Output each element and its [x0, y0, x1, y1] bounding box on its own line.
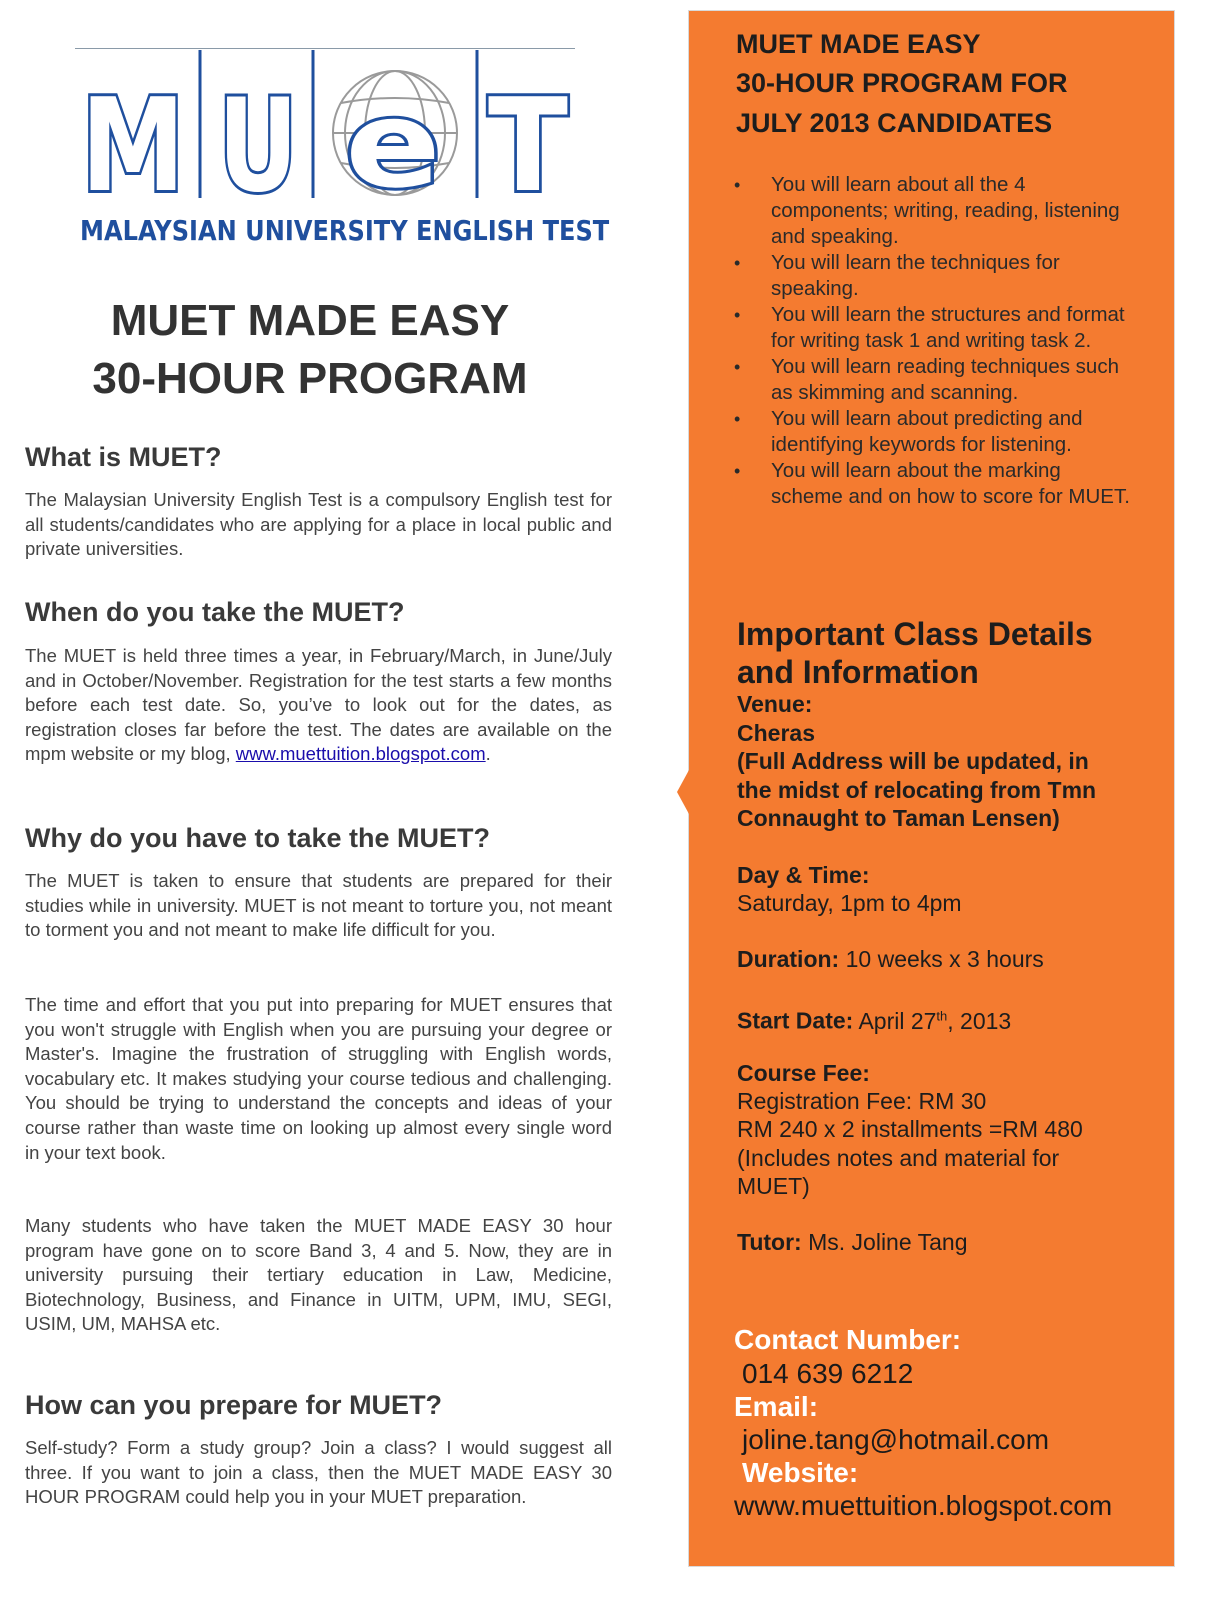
day-time-value: Saturday, 1pm to 4pm	[737, 890, 962, 916]
benefit-item: • You will learn the techniques for speaking.	[734, 250, 1134, 302]
section-paragraph: The MUET is taken to ensure that students are prepared for their studies while in university. MUET is not meant to torture you, not meant to torment you and not meant to make life difficult for you.	[25, 870, 612, 941]
main-title-line2: 30-HOUR PROGRAM	[92, 354, 528, 403]
details-heading-line2: and Information	[737, 654, 979, 690]
venue-value: Cheras	[737, 720, 815, 746]
logo-letter-t: T	[488, 72, 568, 218]
start-date-day: April 27	[858, 1007, 937, 1034]
details-heading-line1: Important Class Details	[737, 616, 1093, 652]
panel-notch	[677, 770, 689, 814]
panel-title-line1: MUET MADE EASY	[736, 29, 981, 59]
panel-title-line2: 30-HOUR PROGRAM FOR	[736, 68, 1068, 98]
link-period: .	[485, 743, 491, 765]
when-paragraph-text: The MUET is held three times a year, in February/March, in June/July and in October/November. Registration for the test starts a few months before each test date. So, you’ve to look out for the dates, as registration closes far before the test. The dates are available on the mpm website or my blog,	[25, 645, 612, 765]
section-paragraph	[25, 644, 612, 767]
website-value[interactable]: www.muettuition.blogspot.com	[734, 1490, 1113, 1521]
venue-note-line: (Full Address will be updated, in	[737, 748, 1089, 774]
course-fee-line: MUET)	[737, 1173, 810, 1199]
day-time-label: Day & Time:	[737, 862, 870, 888]
start-date-row	[737, 1002, 1011, 1035]
benefit-item: • You will learn about all the 4 components; writing, reading, listening and speaking.	[734, 172, 1134, 250]
section-heading-when: When do you take the MUET?	[25, 597, 405, 627]
start-date-value	[858, 1008, 1011, 1034]
benefit-item: • You will learn about the marking scheme and on how to score for MUET.	[734, 458, 1134, 510]
tutor-label: Tutor:	[737, 1229, 802, 1255]
section-paragraph: Many students who have taken the MUET MADE EASY 30 hour program have gone on to score Band 3, 4 and 5. Now, they are in university pursuing their tertiary education in Law, Medicine, Biotechnology, Business, and Finance in UITM, UPM, IMU, SEGI, USIM, UM, MAHSA etc.	[25, 1215, 612, 1335]
logo-subtitle: MALAYSIAN UNIVERSITY ENGLISH TEST	[80, 214, 610, 247]
duration-row	[737, 945, 1044, 973]
muet-logo	[75, 48, 610, 258]
course-fee-line: Registration Fee: RM 30	[737, 1088, 987, 1114]
benefit-item: • You will learn about predicting and identifying keywords for listening.	[734, 406, 1134, 458]
blog-link[interactable]: www.muettuition.blogspot.com	[235, 743, 486, 765]
logo-letter-u: U	[218, 72, 298, 218]
start-date-year: , 2013	[947, 1007, 1012, 1034]
tutor-row	[737, 1228, 968, 1256]
section-paragraph: The time and effort that you put into preparing for MUET ensures that you won't struggle with English when you are pursuing your degree or Master's. Imagine the frustration of struggling with English words, vocabulary etc. It makes studying your course tedious and challenging. You should be trying to understand the concepts and ideas of your course rather than waste time on looking up almost every single word in your text book.	[25, 994, 612, 1163]
benefit-item: • You will learn the structures and format for writing task 1 and writing task 2.	[734, 302, 1134, 354]
contact-number-value[interactable]: 014 639 6212	[742, 1358, 914, 1389]
email-value[interactable]: joline.tang@hotmail.com	[742, 1424, 1050, 1455]
section-heading-what-is-muet: What is MUET?	[25, 442, 222, 472]
main-title-line1: MUET MADE EASY	[110, 296, 510, 345]
section-paragraph: Self-study? Form a study group? Join a class? I would suggest all three. If you want to join a class, then the MUET MADE EASY 30 HOUR PROGRAM could help you in your MUET preparation.	[25, 1437, 612, 1508]
venue-note-line: Connaught to Taman Lensen)	[737, 805, 1060, 831]
venue-note-line: the midst of relocating from Tmn	[737, 777, 1097, 803]
section-paragraph: The Malaysian University English Test is a compulsory English test for all students/candidates who are applying for a place in local public and private universities.	[25, 489, 612, 560]
benefits-list	[734, 172, 1134, 510]
course-fee-line: (Includes notes and material for	[737, 1145, 1060, 1171]
tutor-value: Ms. Joline Tang	[808, 1229, 968, 1255]
duration-label: Duration:	[737, 946, 840, 972]
venue-label: Venue:	[737, 691, 813, 717]
start-date-label: Start Date:	[737, 1007, 854, 1034]
logo-letter-m: M	[81, 72, 185, 218]
course-fee-line: RM 240 x 2 installments =RM 480	[737, 1116, 1083, 1142]
logo-letter-e: e	[345, 76, 441, 215]
email-label: Email:	[734, 1391, 819, 1422]
logo-letters-graphic	[75, 48, 575, 218]
contact-number-label: Contact Number:	[734, 1324, 962, 1355]
section-heading-how: How can you prepare for MUET?	[25, 1390, 443, 1420]
section-heading-why: Why do you have to take the MUET?	[25, 823, 491, 853]
benefit-item: • You will learn reading techniques such as skimming and scanning.	[734, 354, 1134, 406]
website-label: Website:	[742, 1457, 859, 1488]
course-fee-label: Course Fee:	[737, 1060, 870, 1086]
panel-title-line3: JULY 2013 CANDIDATES	[736, 108, 1053, 138]
start-date-ordinal: th	[936, 1008, 948, 1023]
duration-value: 10 weeks x 3 hours	[845, 946, 1044, 972]
